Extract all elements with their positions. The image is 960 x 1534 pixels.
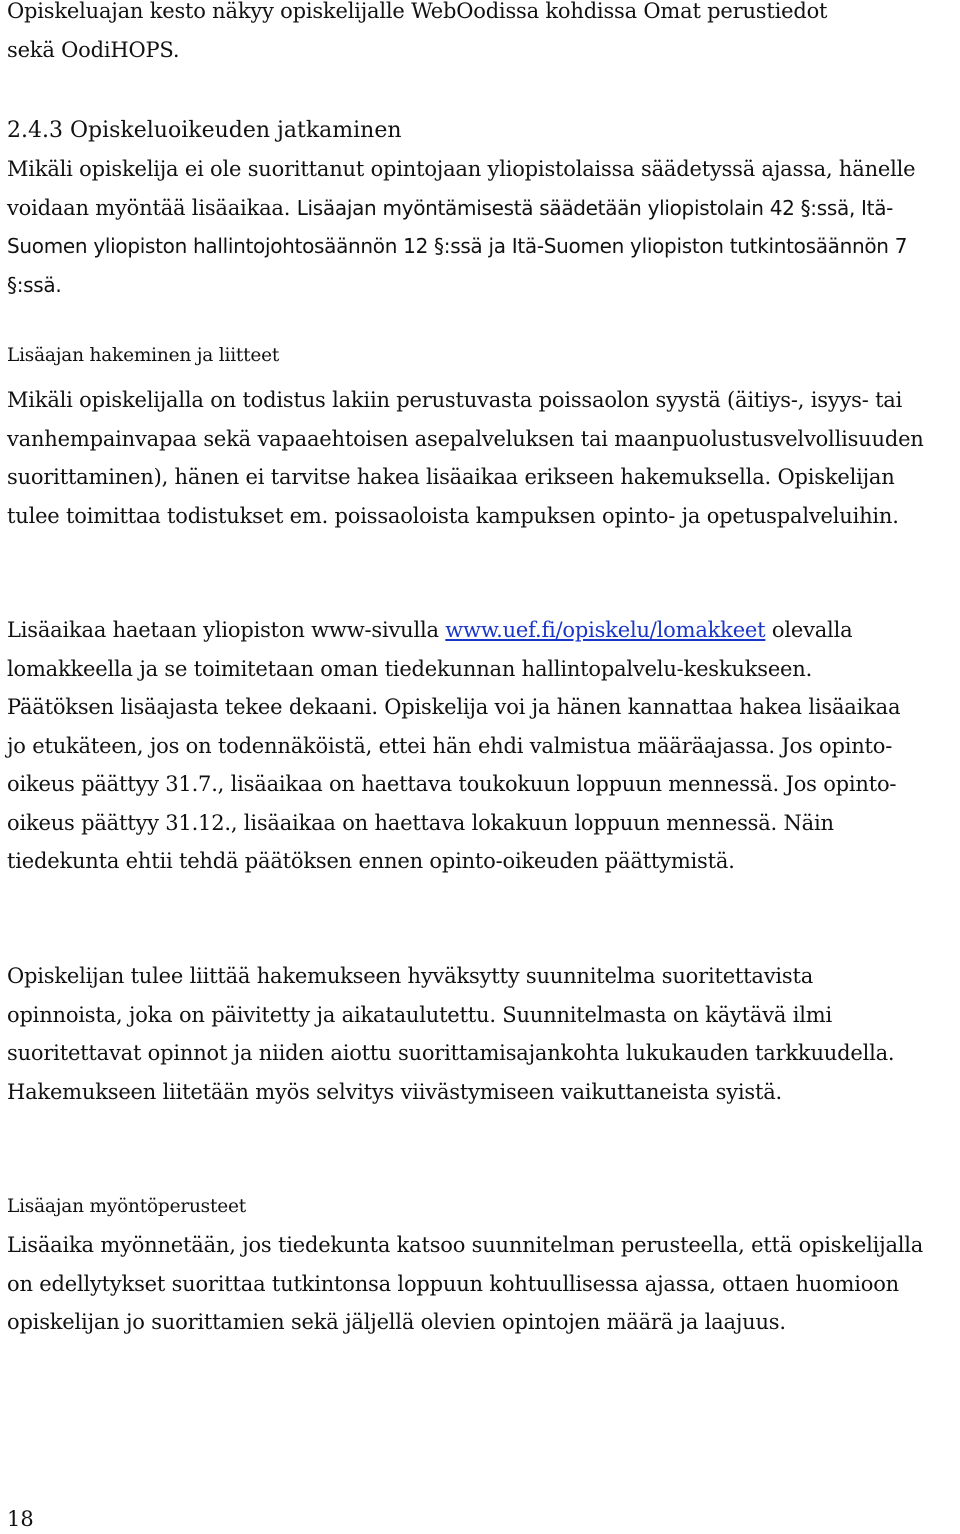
section-paragraph [7, 150, 955, 304]
forms-link[interactable]: www.uef.fi/opiskelu/lomakkeet [445, 618, 766, 642]
section-heading: 2.4.3 Opiskeluoikeuden jatkaminen [7, 118, 402, 143]
intro-line-2: sekä OodiHOPS. [7, 37, 180, 62]
application-paragraph-1: Mikäli opiskelijalla on todistus lakiin perustuvasta poissaolon syystä (äitiys-, isyys- tai vanhempainvapaa sekä vapaaehtoisen asepalveluksen tai maanpuolustusvelvollisuuden suorittaminen), hänen ei tarvitse hakea lisäaikaa erikseen hakemuksella. Opiskelijan tulee toimittaa todistukset em. poissaoloista kampuksen opinto- ja opetuspalveluihin. [7, 388, 924, 528]
intro-paragraph [7, 0, 955, 69]
page-number: 18 [7, 1507, 34, 1531]
application-paragraph-2 [7, 611, 907, 881]
section-paragraph-serif: Mikäli opiskelija ei ole suorittanut opintojaan yliopistolaissa säädetyssä ajassa, hänelle voidaan myöntää lisäaikaa. [7, 157, 916, 220]
application-paragraph-3: Opiskelijan tulee liittää hakemukseen hyväksytty suunnitelma suoritettavista opinnoista, joka on päivitetty ja aikataulutettu. Suunnitelmasta on käytävä ilmi suoritettavat opinnot ja niiden aiottu suorittamisajankohta lukukauden tarkkuudella. Hakemukseen liitetään myös selvitys viivästymiseen vaikuttaneista syistä. [7, 964, 895, 1104]
application-heading: Lisäajan hakeminen ja liitteet [7, 345, 280, 366]
criteria-heading: Lisäajan myöntöperusteet [7, 1196, 246, 1217]
section-paragraph-sans: Lisäajan myöntämisestä säädetään yliopistolain 42 §:ssä, Itä-Suomen yliopiston hallintojohtosäännön 12 §:ssä ja Itä-Suomen yliopiston tutkintosäännön 7 §:ssä. [7, 195, 908, 297]
application-paragraph-2-before: Lisäaikaa haetaan yliopiston www-sivulla [7, 618, 446, 642]
criteria-paragraph: Lisäaika myönnetään, jos tiedekunta katsoo suunnitelman perusteella, että opiskelijalla on edellytykset suorittaa tutkintonsa loppuun kohtuullisessa ajassa, ottaen huomioon opiskelijan jo suorittamien sekä jäljellä olevien opintojen määrä ja laajuus. [7, 1233, 924, 1334]
intro-line-1: Opiskeluajan kesto näkyy opiskelijalle WebOodissa kohdissa Omat perustiedot [7, 0, 828, 23]
application-paragraph-2-after: olevalla lomakkeella ja se toimitetaan oman tiedekunnan hallintopalvelu-keskukseen. Päätöksen lisäajasta tekee dekaani. Opiskelija voi ja hänen kannattaa hakea lisäaikaa jo etukäteen, jos on todennäköistä, ettei hän ehdi valmistua määräajassa. Jos opinto-oikeus päättyy 31.7., lisäaikaa on haettava toukokuun loppuun mennessä. Jos opinto-oikeus päättyy 31.12., lisäaikaa on haettava lokakuun loppuun mennessä. Näin tiedekunta ehtii tehdä päätöksen ennen opinto-oikeuden päättymistä. [7, 618, 901, 873]
